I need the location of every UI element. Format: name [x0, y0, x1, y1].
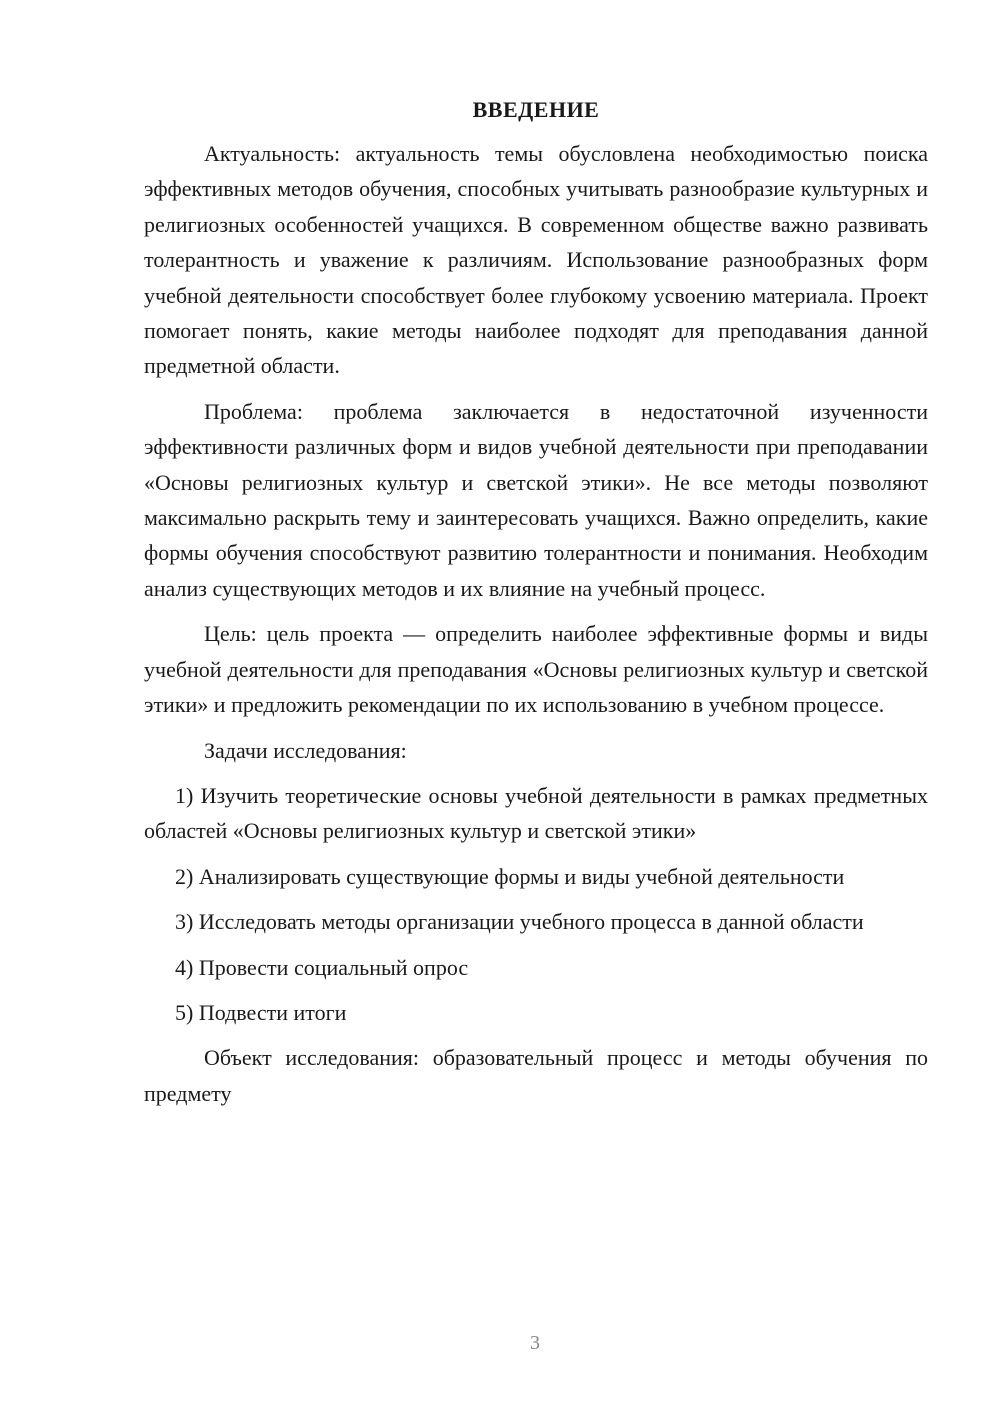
task-item-4: 4) Провести социальный опрос: [175, 954, 469, 980]
paragraph-relevance: Актуальность: актуальность темы обусловлена необходимостью поиска эффективных методов обучения, способных учитывать разнообразие культурных и религиозных особенностей учащихся. В современном обществе важно развивать толерантность и уважение к различиям. Использование разнообразных форм учебной деятельности способствует более глубокому усвоению материала. Проект помогает понять, какие методы наиболее подходят для преподавания данной предметной области.: [144, 141, 928, 379]
task-item-5: 5) Подвести итоги: [175, 999, 347, 1025]
document-page: [144, 94, 928, 1121]
page-number: 3: [530, 1332, 540, 1354]
task-item-1: 1) Изучить теоретические основы учебной деятельности в рамках предметных областей «Основы религиозных культур и светской этики»: [144, 782, 928, 844]
paragraph-tasks-heading: Задачи исследования:: [204, 737, 407, 763]
paragraph-problem: Проблема: проблема заключается в недостаточной изученности эффективности различных форм и видов учебной деятельности при преподавании «Основы религиозных культур и светской этики». Не все методы позволяют максимально раскрыть тему и заинтересовать учащихся. Важно определить, какие формы обучения способствуют развитию толерантности и понимания. Необходим анализ существующих методов и их влияние на учебный процесс.: [144, 398, 928, 601]
paragraph-goal: Цель: цель проекта — определить наиболее эффективные формы и виды учебной деятельности для преподавания «Основы религиозных культур и светской этики» и предложить рекомендации по их использованию в учебном процессе.: [144, 621, 928, 718]
task-item-2: 2) Анализировать существующие формы и виды учебной деятельности: [175, 863, 845, 889]
paragraph-object: Объект исследования: образовательный процесс и методы обучения по предмету: [144, 1045, 928, 1106]
task-item-3: 3) Исследовать методы организации учебного процесса в данной области: [175, 909, 864, 935]
section-heading: ВВЕДЕНИЕ: [472, 97, 600, 122]
